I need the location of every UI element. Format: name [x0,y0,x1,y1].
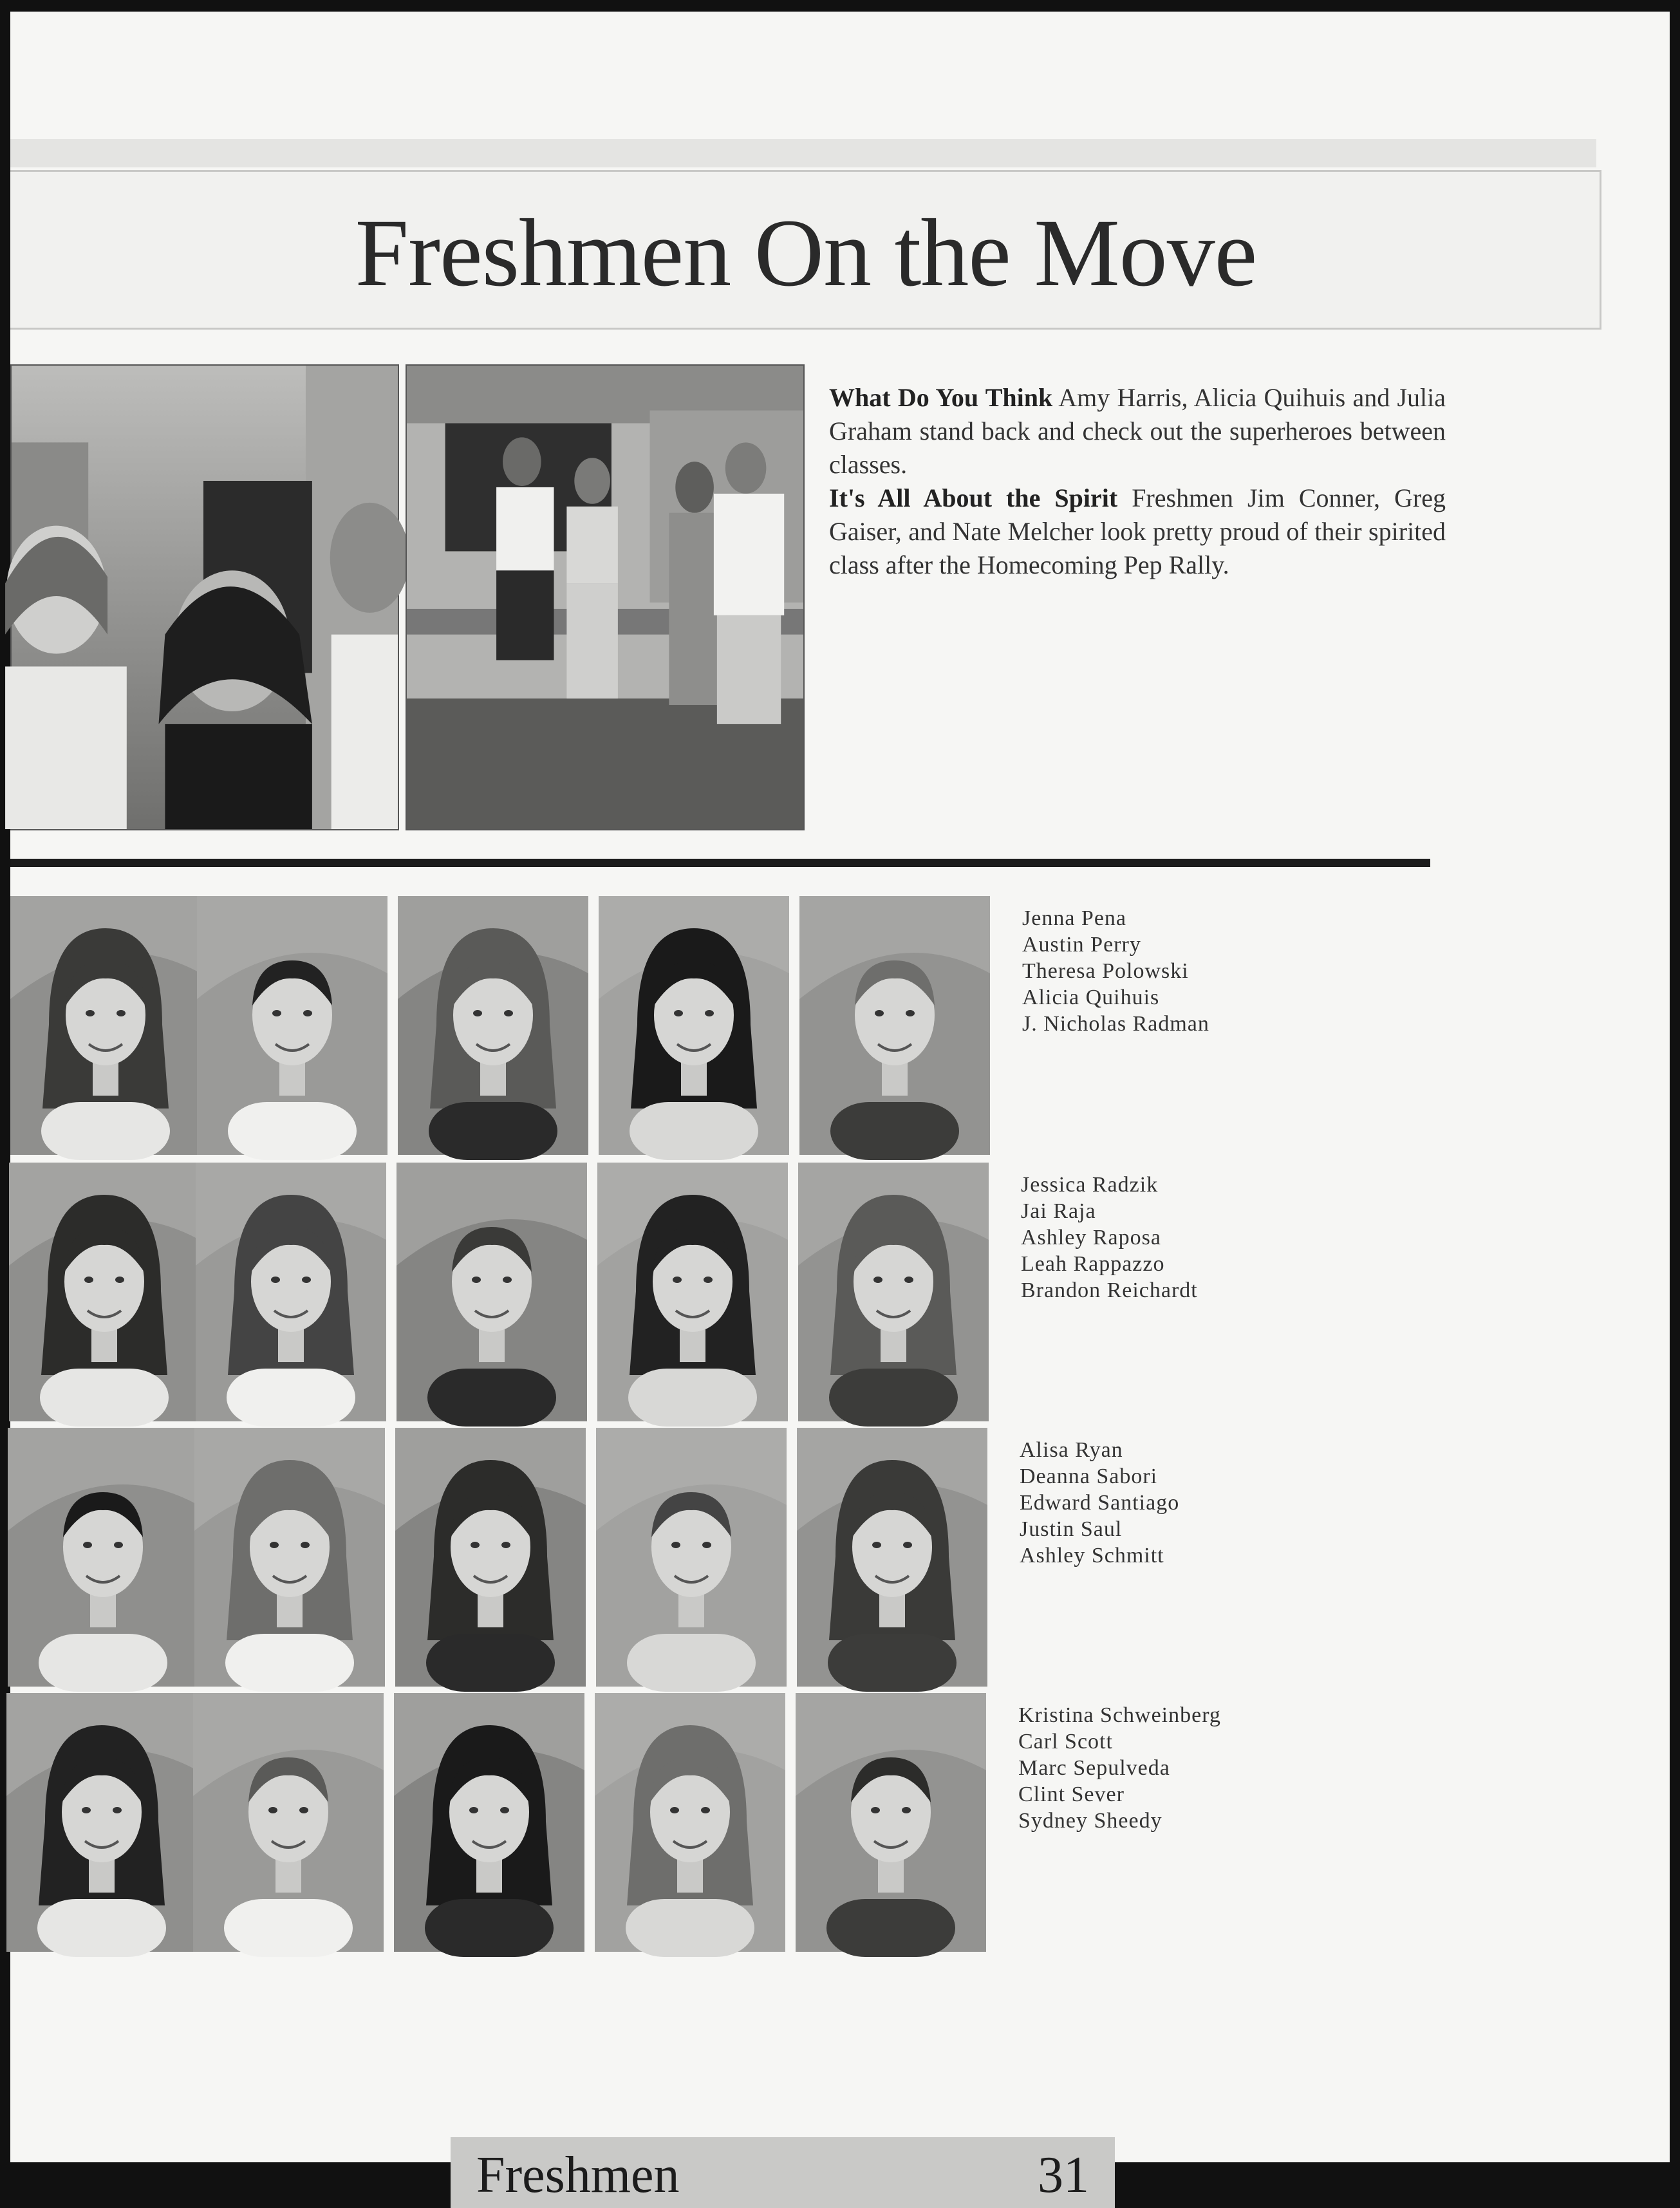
student-portrait [10,896,201,1155]
student-portrait [798,1163,989,1421]
candid-photo-boys [406,364,805,830]
student-name: Marc Sepulveda [1018,1756,1170,1780]
caption-1-text: Amy Harris, Alicia Quihuis and Julia Graham stand back and check out the superheroes between classes. [829,383,1446,479]
name-list-row-3 [1020,1437,1179,1569]
yearbook-page [10,12,1670,2203]
student-name: Jai Raja [1021,1199,1096,1223]
page-title: Freshmen On the Move [355,200,1257,306]
name-list-row-2 [1021,1172,1198,1304]
student-name: Jenna Pena [1022,906,1127,930]
student-name: Clint Sever [1018,1782,1125,1806]
caption-1 [829,381,1446,482]
student-name: Brandon Reichardt [1021,1278,1198,1302]
candid-photo-girls [10,364,399,830]
student-name: Edward Santiago [1020,1491,1180,1515]
student-portrait [394,1693,584,1952]
student-portrait [196,1163,386,1421]
student-portrait [197,896,387,1155]
student-portrait [398,896,588,1155]
student-name: J. Nicholas Radman [1022,1012,1209,1036]
student-name: Jessica Radzik [1021,1173,1159,1197]
student-portrait [194,1428,385,1687]
caption-2 [829,482,1446,582]
student-portrait [8,1428,198,1687]
student-portrait [799,896,990,1155]
student-portrait [397,1163,587,1421]
name-list-row-1 [1022,905,1209,1037]
student-portrait [597,1163,788,1421]
student-name: Ashley Raposa [1021,1226,1161,1249]
student-name: Sydney Sheedy [1018,1809,1162,1833]
student-portrait [395,1428,586,1687]
footer-section: Freshmen [476,2147,680,2203]
student-name: Alicia Quihuis [1022,986,1160,1009]
caption-1-title: What Do You Think [829,383,1053,412]
caption-2-text: Freshmen Jim Conner, Greg Gaiser, and Nate Melcher look pretty proud of their spirited class after the Homecoming Pep Rally. [829,483,1446,579]
student-name: Leah Rappazzo [1021,1252,1165,1276]
page-number: 31 [1038,2147,1089,2203]
name-list-row-4 [1018,1702,1221,1834]
student-portrait [599,896,789,1155]
student-portrait [9,1163,200,1421]
student-portrait [193,1693,384,1952]
student-name: Deanna Sabori [1020,1464,1158,1488]
student-name: Justin Saul [1020,1517,1123,1541]
student-name: Carl Scott [1018,1730,1113,1754]
student-name: Theresa Polowski [1022,959,1189,983]
student-name: Austin Perry [1022,933,1141,957]
photo-captions [829,381,1446,582]
student-portrait [595,1693,785,1952]
student-portrait [797,1428,987,1687]
caption-2-title: It's All About the Spirit [829,483,1118,512]
student-name: Alisa Ryan [1020,1438,1123,1462]
student-name: Ashley Schmitt [1020,1544,1164,1567]
student-portrait [596,1428,787,1687]
banner-strip [10,139,1596,167]
student-portrait [6,1693,197,1952]
section-rule [10,859,1430,867]
student-name: Kristina Schweinberg [1018,1703,1221,1727]
page-footer [451,2137,1115,2208]
student-portrait [796,1693,986,1952]
